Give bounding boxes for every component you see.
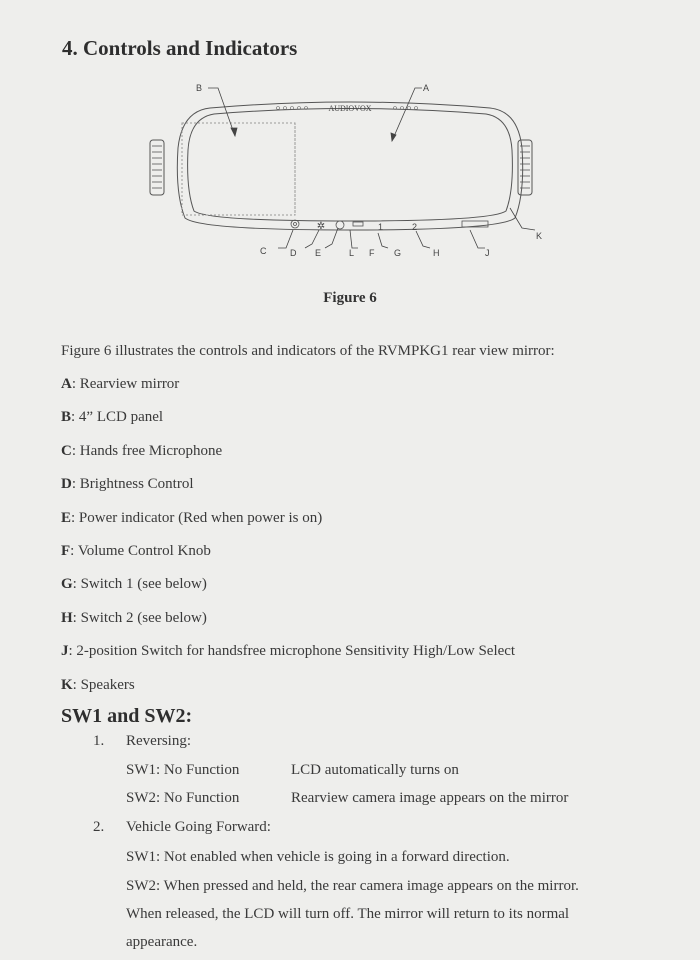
mirror-diagram	[140, 78, 560, 268]
mirror-outer-outline	[177, 102, 522, 230]
button-2-label: 2	[412, 222, 418, 232]
mirror-inner-outline	[188, 109, 513, 222]
reversing-sw2-desc: Rearview camera image appears on the mirror	[291, 790, 569, 806]
lcd-panel-area	[182, 123, 295, 215]
brand-text: AUDIOVOX	[328, 104, 372, 113]
callout-k: K	[536, 231, 543, 241]
list-item: C: Hands free Microphone	[61, 442, 223, 459]
callout-e: E	[315, 248, 322, 258]
callout-h: H	[433, 248, 440, 258]
callout-c: C	[260, 246, 267, 256]
list-item: H: Switch 2 (see below)	[61, 609, 207, 626]
right-speaker-grille	[518, 140, 532, 195]
microphone-icon	[291, 220, 299, 228]
forward-sw2-line3: appearance.	[126, 934, 198, 950]
list-item: J: 2-position Switch for handsfree microphone Sensitivity High/Low Select	[61, 643, 516, 660]
list-item: E: Power indicator (Red when power is on)	[61, 509, 323, 526]
list-item: K: Speakers	[61, 676, 135, 693]
sw-section-title: SW1 and SW2:	[61, 705, 193, 727]
list-item: F: Volume Control Knob	[61, 542, 211, 559]
list-item: A: Rearview mirror	[61, 376, 180, 392]
callout-g: G	[394, 248, 402, 258]
forward-sw1: SW1: Not enabled when vehicle is going in a forward direction.	[126, 849, 510, 865]
power-indicator-icon: ✲	[316, 221, 326, 232]
list-item: D: Brightness Control	[61, 476, 194, 493]
controls-list	[61, 374, 515, 708]
callout-l: L	[349, 248, 355, 258]
list-item: G: Switch 1 (see below)	[61, 576, 207, 593]
callout-a: A	[423, 83, 430, 93]
list-number-1: 1.	[93, 733, 105, 749]
forward-sw2-line1: SW2: When pressed and held, the rear camera image appears on the mirror.	[126, 878, 579, 894]
reversing-sw1-label: SW1: No Function	[126, 762, 240, 778]
callout-f: F	[369, 248, 375, 258]
left-speaker-grille	[150, 140, 164, 195]
volume-knob-icon	[336, 221, 344, 229]
section-title: 4. Controls and Indicators	[62, 36, 298, 60]
reversing-sw1-desc: LCD automatically turns on	[291, 762, 459, 778]
list-item: B: 4” LCD panel	[61, 409, 164, 426]
figure-caption: Figure 6	[323, 290, 377, 306]
button-1-label: 1	[378, 222, 384, 232]
callout-d: D	[290, 248, 297, 258]
reversing-sw2-label: SW2: No Function	[126, 790, 240, 806]
forward-sw2-line2: When released, the LCD will turn off. The mirror will return to its normal	[126, 906, 570, 922]
intro-text: Figure 6 illustrates the controls and indicators of the RVMPKG1 rear view mirror:	[61, 343, 555, 359]
reversing-title: Reversing:	[126, 733, 191, 749]
callout-j: J	[485, 248, 490, 258]
forward-title: Vehicle Going Forward:	[126, 819, 271, 835]
list-number-2: 2.	[93, 819, 105, 835]
callout-b: B	[196, 83, 203, 93]
